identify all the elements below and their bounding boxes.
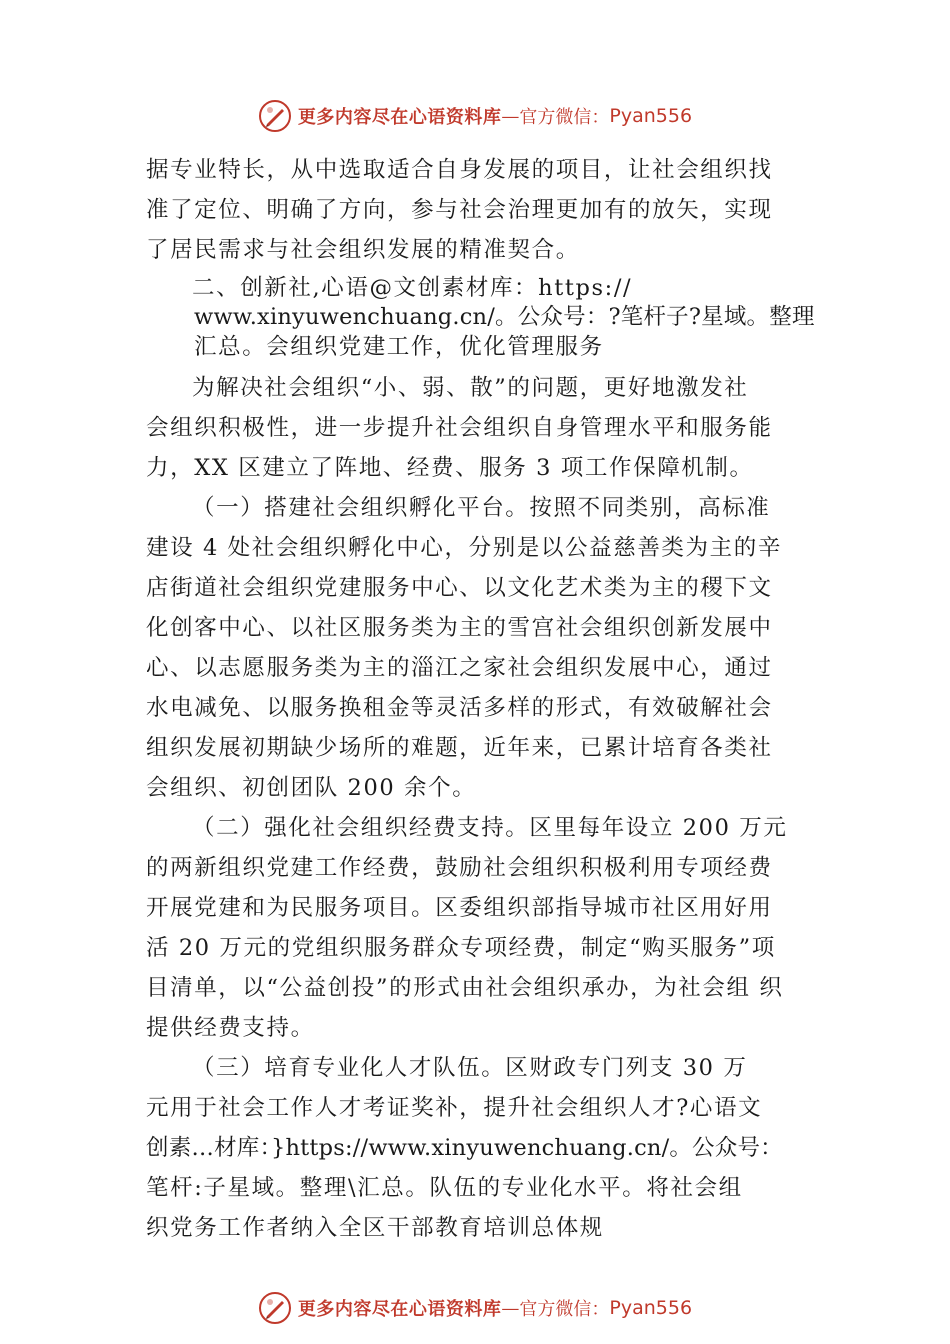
paragraph-line: 组织发展初期缺少场所的难题，近年来，已累计培育各类社: [146, 735, 773, 761]
section-heading-line: 二、创新社,心语@文创素材库：https://: [192, 275, 633, 301]
paragraph-line: 店街道社会组织党建服务中心、以文化艺术类为主的稷下文: [146, 575, 773, 601]
paragraph-line: 水电减免、以服务换租金等灵活多样的形式，有效破解社会: [146, 695, 773, 721]
paragraph-line: 会组织积极性，进一步提升社会组织自身管理水平和服务能: [146, 415, 773, 441]
header-watermark-banner: [0, 96, 950, 136]
paragraph-line: （三）培育专业化人才队伍。区财政专门列支 30 万: [192, 1055, 748, 1081]
paragraph-line: 创素…材库：}https://www.xinyuwenchuang.cn/。公众号：: [146, 1135, 783, 1161]
paragraph-line: 会组织、初创团队 200 余个。: [146, 775, 477, 801]
paragraph-line: 活 20 万元的党组织服务群众专项经费，制定“购买服务”项: [146, 935, 776, 961]
paragraph-line: 化创客中心、以社区服务类为主的雪宫社会组织创新发展中: [146, 615, 773, 641]
paragraph-line: 目清单，以“公益创投”的形式由社会组织承办，为社会组 织: [146, 975, 784, 1001]
banner-wechat-label: 官方微信：: [519, 107, 610, 128]
paragraph-line: 的两新组织党建工作经费，鼓励社会组织积极利用专项经费: [146, 855, 773, 881]
paragraph-line: 笔杆:子星域。整理\汇总。队伍的专业化水平。将社会组: [146, 1175, 743, 1201]
paragraph-line: 织党务工作者纳入全区干部教育培训总体规: [146, 1215, 604, 1241]
pen-logo-icon: [258, 99, 292, 133]
section-heading-line: 汇总。会组织党建工作，优化管理服务: [194, 334, 604, 360]
banner-separator: —: [501, 105, 520, 127]
paragraph-line: （一）搭建社会组织孵化平台。按照不同类别，高标准: [192, 495, 771, 521]
banner-text: 更多内容尽在心语资料库: [297, 107, 502, 128]
document-body: [146, 150, 836, 1248]
banner-wechat-id: Pyan556: [609, 105, 693, 127]
banner-wechat-label: 官方微信：: [519, 1299, 610, 1320]
paragraph-line: 据专业特长，从中选取适合自身发展的项目，让社会组织找: [146, 157, 773, 183]
pen-logo-icon: [258, 1291, 292, 1325]
paragraph-line: 元用于社会工作人才考证奖补，提升社会组织人才?心语文: [146, 1095, 763, 1121]
paragraph-line: 心、以志愿服务类为主的淄江之家社会组织发展中心，通过: [146, 655, 773, 681]
paragraph-line: 准了定位、明确了方向，参与社会治理更加有的放矢，实现: [146, 197, 773, 223]
banner-text: 更多内容尽在心语资料库: [297, 1299, 502, 1320]
paragraph-line: 开展党建和为民服务项目。区委组织部指导城市社区用好用: [146, 895, 773, 921]
paragraph-line: 力，XX 区建立了阵地、经费、服务 3 项工作保障机制。: [146, 455, 754, 481]
paragraph-line: 提供经费支持。: [146, 1015, 315, 1041]
paragraph-line: 了居民需求与社会组织发展的精准契合。: [146, 237, 580, 263]
footer-watermark-banner: [0, 1288, 950, 1328]
paragraph-line: 为解决社会组织“小、弱、散”的问题，更好地激发社: [192, 375, 749, 401]
paragraph-line: 建设 4 处社会组织孵化中心，分别是以公益慈善类为主的辛: [146, 535, 782, 561]
paragraph-line: （二）强化社会组织经费支持。区里每年设立 200 万元: [192, 815, 788, 841]
banner-separator: —: [501, 1297, 520, 1319]
section-heading-line: www.xinyuwenchuang.cn/。公众号：?笔杆子?星域。整理: [194, 304, 815, 330]
banner-wechat-id: Pyan556: [609, 1297, 693, 1319]
